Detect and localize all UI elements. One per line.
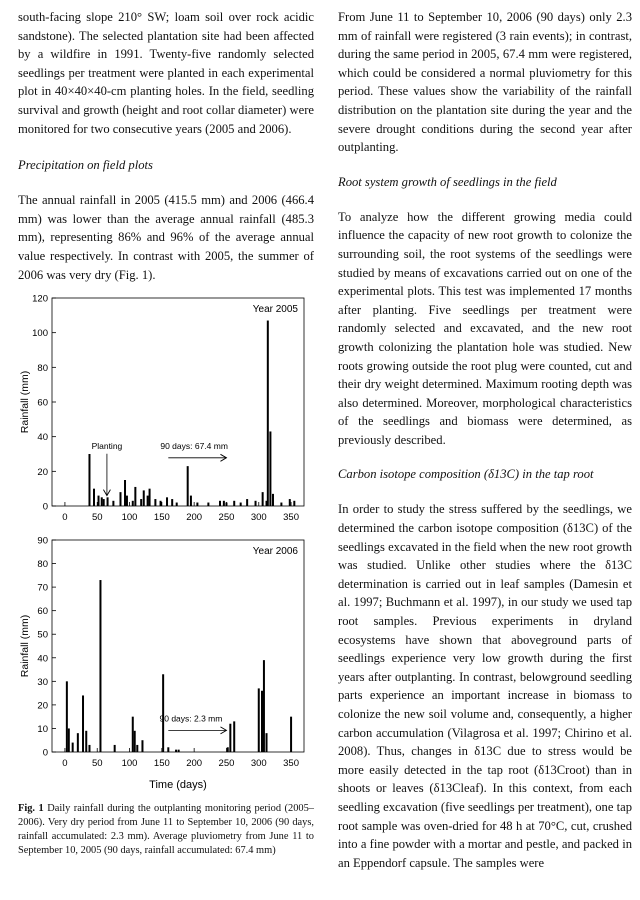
- rainfall-bar: [147, 496, 149, 506]
- y-tick-label: 120: [32, 293, 48, 305]
- rainfall-bar: [149, 489, 151, 506]
- y-axis-label: Rainfall (mm): [19, 370, 31, 434]
- chart-year-label: Year 2006: [252, 546, 298, 558]
- y-tick-label: 30: [37, 676, 48, 688]
- x-tick-label: 0: [62, 758, 68, 770]
- rainfall-bar: [223, 501, 225, 506]
- x-tick-label: 200: [186, 512, 203, 524]
- rainfall-bar: [143, 491, 145, 507]
- rainfall-bar: [178, 750, 180, 752]
- y-tick-label: 60: [37, 397, 48, 409]
- x-tick-label: 200: [186, 758, 203, 770]
- rainfall-bar: [88, 454, 90, 506]
- rainfall-bar: [66, 681, 68, 752]
- x-tick-label: 250: [218, 512, 235, 524]
- rainfall-bar: [167, 747, 169, 752]
- rainfall-bar: [233, 722, 235, 753]
- y-axis-label: Rainfall (mm): [19, 614, 31, 678]
- rainfall-bar: [119, 492, 121, 506]
- y-tick-label: 10: [37, 724, 48, 736]
- rainfall-bar: [233, 501, 235, 506]
- rainfall-bar: [246, 499, 248, 506]
- rainfall-bar: [269, 432, 271, 507]
- rainfall-bar: [134, 487, 136, 506]
- x-tick-label: 300: [250, 512, 267, 524]
- x-tick-label: 100: [121, 758, 138, 770]
- rainfall-bar: [85, 731, 87, 752]
- rainfall-bar: [132, 717, 134, 752]
- rainfall-bar: [98, 496, 100, 506]
- rainfall-bar: [261, 691, 263, 752]
- rainfall-bar: [187, 466, 189, 506]
- rainfall-bar: [225, 503, 227, 506]
- rainfall-bar: [68, 729, 70, 753]
- rainfall-bar: [134, 731, 136, 752]
- y-tick-label: 40: [37, 653, 48, 665]
- x-tick-label: 100: [121, 512, 138, 524]
- rainfall-bar: [114, 745, 116, 752]
- rainfall-bar: [196, 503, 198, 506]
- rainfall-bar: [103, 499, 105, 506]
- rainfall-bar: [293, 501, 295, 506]
- rainfall-bar: [88, 745, 90, 752]
- x-tick-label: 350: [283, 758, 300, 770]
- y-tick-label: 100: [32, 328, 48, 340]
- rainfall-bar: [171, 499, 173, 506]
- x-tick-label: 50: [91, 758, 103, 770]
- chart-year-label: Year 2005: [252, 304, 298, 316]
- y-tick-label: 20: [37, 466, 48, 478]
- y-tick-label: 40: [37, 432, 48, 444]
- rainfall-bar: [289, 499, 291, 506]
- section-heading-root-growth: Root system growth of seedlings in the field: [338, 174, 557, 189]
- rainfall-bar: [126, 496, 128, 506]
- right-paragraph-3: In order to study the stress suffered by the seedlings, we determined the carbon isotope composition (δ13C) of the seedlings excavated in the field when the new root growth was studied. Unlike other studies where the δ13C determination is carried out in leaf samples (Damesin et al. 1997; Buchmann et al. 1997), in our study we used tap root samples. Previous experiments in dryland ecosystems have shown that aboveground parts of seedlings experience very low growth during the first years after outplanting. In contrast, belowground seedling parts experience an important increase in biomass to colonize the new soil volume and, consequently, a higher carbon accumulation (Vilagrosa et al. 1997; Chirino et al. 2008). Thus, changes in δ13C due to stress would be more easily detected in the tap root (δ13Croot) than in shoots or leaves (δ13Cleaf). In this context, from each seedling excavation (five seedlings per treatment), one tap root sample was oven-dried for 48 h at 70°C, cut, crushed into a fine powder with a mortar and pestle, and packed in an Eppendorf capsule. The samples were: [338, 502, 632, 870]
- y-tick-label: 70: [37, 582, 48, 594]
- x-tick-label: 150: [153, 512, 170, 524]
- x-tick-label: 350: [283, 512, 300, 524]
- rainfall-bar: [262, 492, 264, 506]
- y-tick-label: 0: [42, 501, 48, 513]
- rainfall-bar: [227, 747, 229, 752]
- rainfall-bar: [141, 740, 143, 752]
- y-tick-label: 0: [42, 747, 48, 759]
- rainfall-bar: [266, 733, 268, 752]
- y-tick-label: 60: [37, 606, 48, 618]
- rainfall-bar: [229, 724, 231, 752]
- rainfall-bar: [207, 503, 209, 506]
- y-tick-label: 90: [37, 535, 48, 547]
- x-tick-label: 0: [62, 512, 68, 524]
- period-annotation: 90 days: 2.3 mm: [159, 713, 223, 724]
- figure-caption-text: Daily rainfall during the outplanting monitoring period (2005–2006). Very dry period from June 11 to September 10, 2006 (90 days, rainfall accumulated: 2.3 mm). Average pluviometry from June 11 to September 10, 2005 (90 days, rainfall accumulated: 67.4 mm): [18, 803, 314, 857]
- rainfall-bar: [160, 501, 162, 506]
- rainfall-bar: [82, 696, 84, 753]
- rainfall-bar: [112, 501, 114, 506]
- rainfall-bar: [140, 499, 142, 506]
- rainfall-bar: [175, 750, 177, 752]
- y-tick-label: 20: [37, 700, 48, 712]
- x-tick-label: 300: [250, 758, 267, 770]
- rainfall-bar: [263, 660, 265, 752]
- rainfall-bar: [219, 501, 221, 506]
- rainfall-bar: [132, 501, 134, 506]
- x-tick-label: 150: [153, 758, 170, 770]
- rainfall-bar: [77, 733, 79, 752]
- rainfall-bar: [290, 717, 292, 752]
- rainfall-bar: [99, 580, 101, 752]
- rainfall-bar: [272, 494, 274, 506]
- planting-annotation: Planting: [91, 440, 123, 451]
- rainfall-bar: [255, 501, 257, 506]
- right-paragraph-2: To analyze how the different growing media could influence the capacity of new root growth to colonize the surrounding soil, the root systems of the seedlings were studied by means of excavations carried out on one of the experimental plots. This test was implemented 17 months after planting. Five seedlings per treatment were randomly selected and excavated, and the new root growth colonizing the plantation hole was studied. New roots growing outside the root plug were counted, cut and their dry weight determined. Maximum rooting depth was also determined. Moreover, morphological characteristics of the seedlings and biomass were determined, as previously described.: [338, 209, 632, 447]
- section-heading-precipitation: Precipitation on field plots: [18, 158, 153, 173]
- rainfall-bar: [166, 497, 168, 506]
- rainfall-bar: [190, 496, 192, 506]
- rainfall-bar: [93, 489, 95, 506]
- x-axis-label: Time (days): [149, 779, 207, 792]
- left-column: [18, 8, 314, 858]
- left-paragraph-2: The annual rainfall in 2005 (415.5 mm) and 2006 (466.4 mm) was lower than the average annual rainfall (485.3 mm), representing 86% and 96% of the average annual value respectively. In contrast with 2005, the summer of 2006 was very dry (Fig. 1).: [18, 193, 314, 282]
- rainfall-bar: [124, 480, 126, 506]
- x-tick-label: 50: [91, 512, 103, 524]
- left-paragraph-1: south-facing slope 210° SW; loam soil over rock acidic sandstone). The selected plantation site had been affected by a wildfire in 1991. Twenty-five randomly selected seedlings per treatment were planted in each experimental plot in 40×40×40-cm planting holes. In the field, seedling survival and growth (height and root collar diameter) were monitored for two consecutive years (2005 and 2006).: [18, 10, 314, 136]
- rainfall-bar: [107, 497, 109, 506]
- period-annotation: 90 days: 67.4 mm: [160, 440, 228, 451]
- rainfall-bar: [258, 689, 260, 753]
- rainfall-bar: [176, 503, 178, 506]
- figure-caption: [18, 802, 314, 858]
- rainfall-bar: [72, 743, 74, 752]
- figure-caption-label: Fig. 1: [18, 803, 44, 815]
- y-tick-label: 80: [37, 362, 48, 374]
- section-heading-carbon-isotope: Carbon isotope composition (δ13C) in the tap root: [338, 467, 594, 482]
- rainfall-bar: [267, 321, 269, 506]
- rainfall-bar: [240, 503, 242, 506]
- rainfall-chart-2006: [18, 532, 314, 794]
- rainfall-chart-2005: [18, 290, 314, 530]
- rainfall-bar: [280, 503, 282, 506]
- right-column: [338, 8, 632, 872]
- rainfall-bar: [154, 499, 156, 506]
- right-paragraph-1: From June 11 to September 10, 2006 (90 days) only 2.3 mm of rainfall were registered (3 rain events); in contrast, during the same period in 2005, 67.4 mm were registered, which could be considered a normal pluviometry for this period. These values show the variability of the rainfall distribution on the plantation site during the year and the severe drought conditions during the second year after outplanting.: [338, 10, 632, 155]
- y-tick-label: 50: [37, 629, 48, 641]
- x-tick-label: 250: [218, 758, 235, 770]
- y-tick-label: 80: [37, 559, 48, 571]
- rainfall-bar: [101, 497, 103, 506]
- rainfall-bar: [136, 745, 138, 752]
